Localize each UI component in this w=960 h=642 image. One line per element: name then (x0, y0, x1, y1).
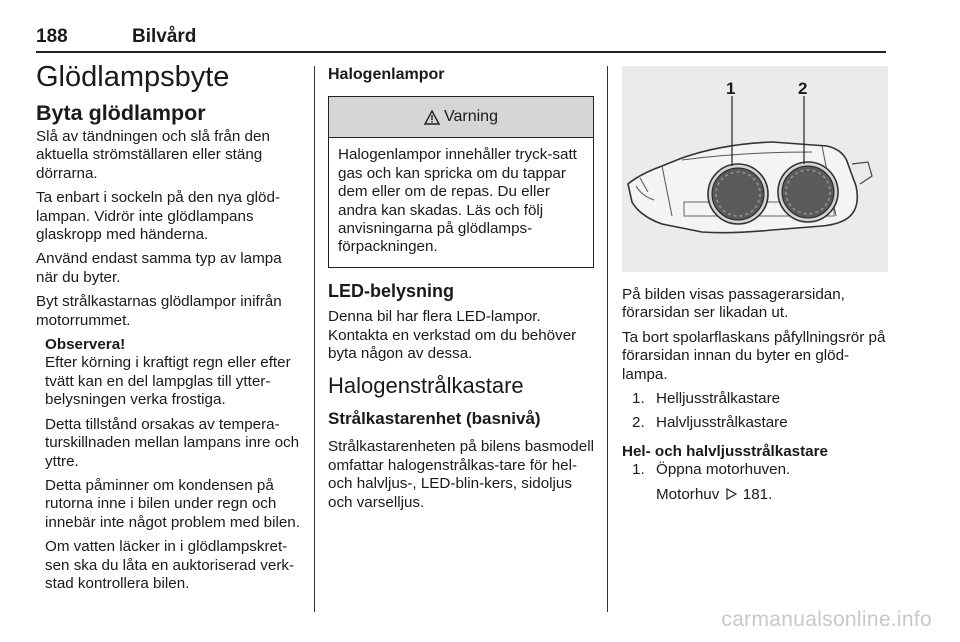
step-number: 1. (632, 461, 645, 479)
warning-label: Varning (444, 108, 498, 126)
callout-label-2: 2 (798, 79, 808, 98)
headlamp-unit-paragraph: Strålkastarenheten på bilens basmodell omfattar halogenstrålkas-tare för hel- och halvljus-, LED-blin-kers, sidoljus och varselljus. (328, 438, 594, 511)
list-text: Halvljusstrålkastare (656, 414, 788, 432)
page-header (36, 26, 886, 52)
column-divider-1 (314, 66, 315, 612)
column-3 (622, 66, 888, 510)
note-paragraph: Om vatten läcker in i glödlampskret-sen ska du låta en auktoriserad verk-stad kontrollera bilen. (45, 538, 295, 592)
page-number: 188 (36, 26, 68, 47)
led-heading: LED-belysning (328, 280, 455, 301)
watermark: carmanualsonline.info (721, 608, 932, 631)
component-list (622, 390, 888, 433)
reference-page: 181. (742, 485, 773, 503)
header-rule (36, 51, 886, 53)
subsection-title: Byta glödlampor (36, 101, 206, 125)
procedure-step (622, 461, 888, 479)
chapter-title: Bilvård (132, 26, 197, 47)
column-2 (328, 66, 594, 518)
section-title: Glödlampsbyte (36, 61, 230, 93)
column-1 (36, 60, 304, 599)
led-paragraph: Denna bil har flera LED-lampor. Kontakta en verkstad om du behöver byta någon av dessa. (328, 308, 577, 363)
paragraph: På bilden visas passagerarsidan, förarsidan ser likadan ut. (622, 286, 845, 322)
note-block (45, 336, 304, 593)
headlamp-unit-heading: Strålkastarenhet (basnivå) (328, 408, 541, 428)
note-title: Observera! (45, 336, 126, 354)
paragraph: Slå av tändningen och slå från den aktuella strömställaren eller stäng dörrarna. (36, 128, 270, 182)
cross-reference (622, 486, 888, 504)
page-reference-arrow-icon (726, 488, 737, 500)
warning-box (328, 96, 594, 267)
list-number: 1. (632, 390, 645, 408)
note-paragraph: Efter körning i kraftigt regn eller efter tvätt kan en del lampglas till ytter-belysningen verka frostiga. (45, 354, 291, 409)
note-paragraph: Detta påminner om kondensen på rutorna inne i bilen under regn och innebär inte något problem med bilen. (45, 476, 300, 531)
step-text: Öppna motorhuven. (656, 461, 791, 479)
paragraph: Ta bort spolarflaskans påfyllningsrör på förarsidan innan du byter en glöd-lampa. (622, 328, 886, 383)
headlamp-illustration (622, 66, 888, 272)
list-text: Helljusstrålkastare (656, 390, 781, 408)
paragraph: Använd endast samma typ av lampa när du byter. (36, 250, 282, 286)
callout-label-1: 1 (726, 79, 736, 98)
procedure-heading: Hel- och halvljusstrålkastare (622, 442, 828, 460)
list-item (622, 414, 888, 432)
warning-text: Halogenlampor innehåller tryck-satt gas och kan spricka om du tappar dem eller om de repas. Du eller andra kan skadas. Läs och följ anvisningarna på glödlamps-förpackningen. (338, 146, 577, 256)
list-number: 2. (632, 414, 645, 432)
warning-triangle-icon (424, 110, 440, 125)
halogen-headlamps-heading: Halogenstrålkastare (328, 373, 524, 399)
note-paragraph: Detta tillstånd orsakas av tempera-turskillnaden mellan lampans inre och yttre. (45, 415, 300, 470)
warning-header (329, 97, 593, 138)
column-divider-2 (607, 66, 608, 612)
list-item (622, 390, 888, 408)
headlamp-drawing (622, 66, 888, 272)
paragraph: Ta enbart i sockeln på den nya glöd-lampan. Vidrör inte glödlampans glaskropp med händerna. (36, 189, 280, 244)
halogen-lamps-heading: Halogenlampor (328, 66, 445, 83)
reference-text: Motorhuv (656, 485, 720, 503)
paragraph: Byt strålkastarnas glödlampor inifrån motorrummet. (36, 293, 282, 329)
